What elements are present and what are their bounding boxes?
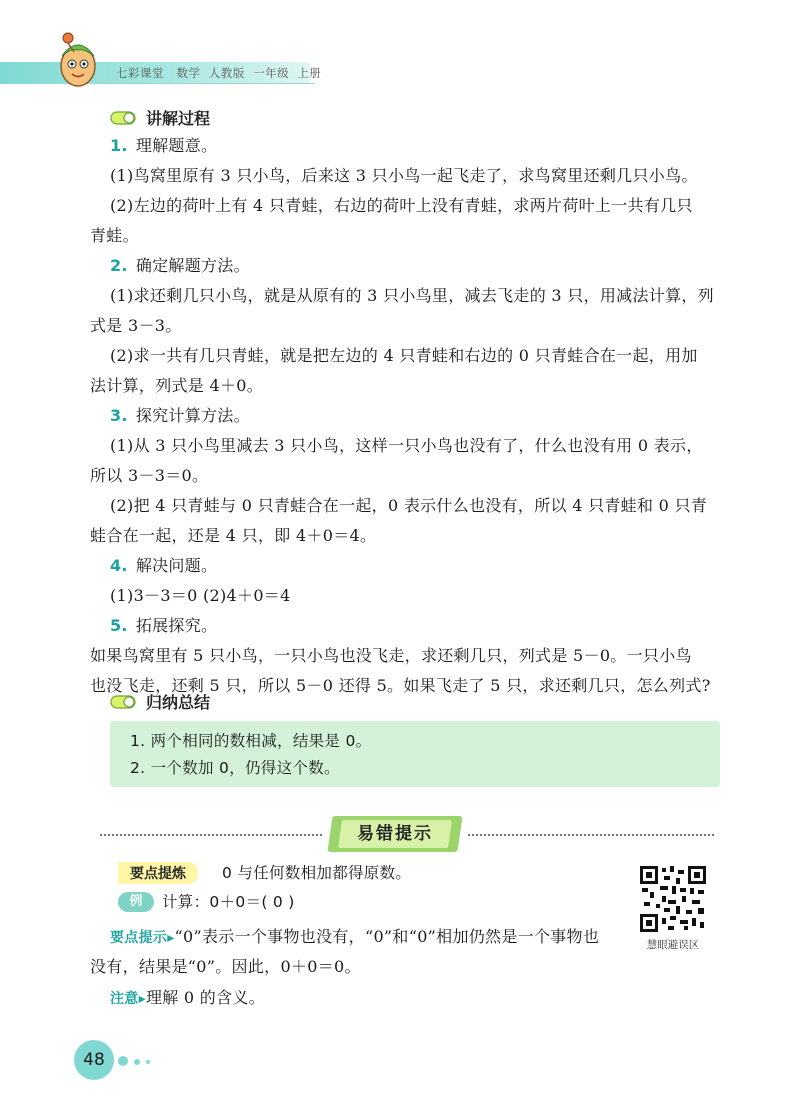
step-3	[110, 404, 250, 428]
hint-line-2: 没有，结果是“0”。因此，0＋0＝0。	[90, 957, 361, 976]
mascot-icon	[54, 30, 102, 90]
step-number: 5.	[110, 616, 128, 635]
divider-left	[100, 834, 322, 836]
key-points-text: 0 与任何数相加都得原数。	[222, 864, 412, 882]
triangle-icon: ▸	[138, 991, 146, 1007]
page-dot	[146, 1060, 150, 1064]
header-rule	[96, 83, 314, 84]
divider-right	[468, 834, 714, 836]
hint-line-1	[110, 925, 599, 950]
step-2	[110, 254, 250, 278]
step-number: 4.	[110, 556, 128, 575]
text-line: 如果鸟窝里有 5 只小鸟，一只小鸟也没飞走，求还剩几只，列式是 5－0。一只小鸟	[90, 646, 692, 665]
error-tips-badge	[330, 816, 460, 852]
step-4	[110, 554, 217, 578]
step-title: 理解题意。	[135, 136, 218, 155]
text-line: 蛙合在一起，还是 4 只，即 4＋0＝4。	[90, 526, 377, 545]
step-title: 解决问题。	[135, 556, 218, 575]
page-dot	[118, 1056, 128, 1066]
key-points-tag: 要点提炼	[118, 862, 198, 884]
step-title: 确定解题方法。	[135, 256, 250, 275]
text-line: 法计算，列式是 4＋0。	[90, 376, 264, 395]
explain-heading	[110, 106, 210, 129]
qr-caption: 慧眼避误区	[646, 939, 700, 951]
hint-label: 要点提示	[110, 930, 168, 946]
text-line: 青蛙。	[90, 226, 139, 245]
section-bullet-icon	[110, 110, 138, 126]
example-text: 计算：0＋0＝( 0 )	[162, 893, 295, 911]
note-label: 注意	[110, 991, 139, 1007]
summary-heading	[110, 690, 210, 713]
step-number: 2.	[110, 256, 128, 275]
page-number: 48	[83, 1050, 105, 1070]
error-tips-title: 易错提示	[357, 824, 433, 844]
note-line	[110, 986, 265, 1011]
page-dot	[134, 1059, 140, 1065]
text-line: (1)3－3＝0 (2)4＋0＝4	[110, 586, 291, 605]
book-info: 七彩课堂 数学 人教版 一年级 上册	[116, 66, 322, 80]
step-number: 1.	[110, 136, 128, 155]
step-number: 3.	[110, 406, 128, 425]
step-1	[110, 134, 217, 158]
text-line: (2)左边的荷叶上有 4 只青蛙，右边的荷叶上没有青蛙，求两片荷叶上一共有几只	[110, 196, 693, 215]
step-title: 拓展探究。	[135, 616, 218, 635]
explain-heading-text: 讲解过程	[146, 109, 211, 128]
example-tag: 例	[118, 892, 154, 912]
summary-heading-text: 归纳总结	[146, 693, 211, 712]
text-line: 也没飞走，还剩 5 只，所以 5－0 还得 5。如果飞走了 5 只，求还剩几只，怎么列式?	[90, 676, 711, 695]
summary-box	[110, 721, 720, 787]
text-line: 所以 3－3＝0。	[90, 466, 209, 485]
hint-text-1: “0”表示一个事物也没有，“0”和“0”相加仍然是一个事物也	[174, 927, 600, 946]
text-line: (1)从 3 只小鸟里减去 3 只小鸟，这样一只小鸟也没有了，什么也没有用 0 表示，	[110, 436, 703, 455]
text-line: 式是 3－3。	[90, 316, 182, 335]
text-line: (1)鸟窝里原有 3 只小鸟，后来这 3 只小鸟一起飞走了，求鸟窝里还剩几只小鸟。	[110, 166, 698, 185]
step-5	[110, 614, 217, 638]
note-text: 理解 0 的含义。	[145, 988, 265, 1007]
summary-item: 2. 一个数加 0，仍得这个数。	[130, 759, 340, 777]
qr-code-icon[interactable]	[640, 866, 706, 932]
text-line: (1)求还剩几只小鸟，就是从原有的 3 只小鸟里，减去飞走的 3 只，用减法计算，列	[110, 286, 714, 305]
summary-item: 1. 两个相同的数相减，结果是 0。	[130, 732, 372, 750]
text-line: (2)求一共有几只青蛙，就是把左边的 4 只青蛙和右边的 0 只青蛙合在一起，用加	[110, 346, 698, 365]
section-bullet-icon	[110, 694, 138, 710]
triangle-icon: ▸	[167, 930, 175, 946]
text-line: (2)把 4 只青蛙与 0 只青蛙合在一起，0 表示什么也没有，所以 4 只青蛙和 0 只青	[110, 496, 708, 515]
step-title: 探究计算方法。	[135, 406, 250, 425]
